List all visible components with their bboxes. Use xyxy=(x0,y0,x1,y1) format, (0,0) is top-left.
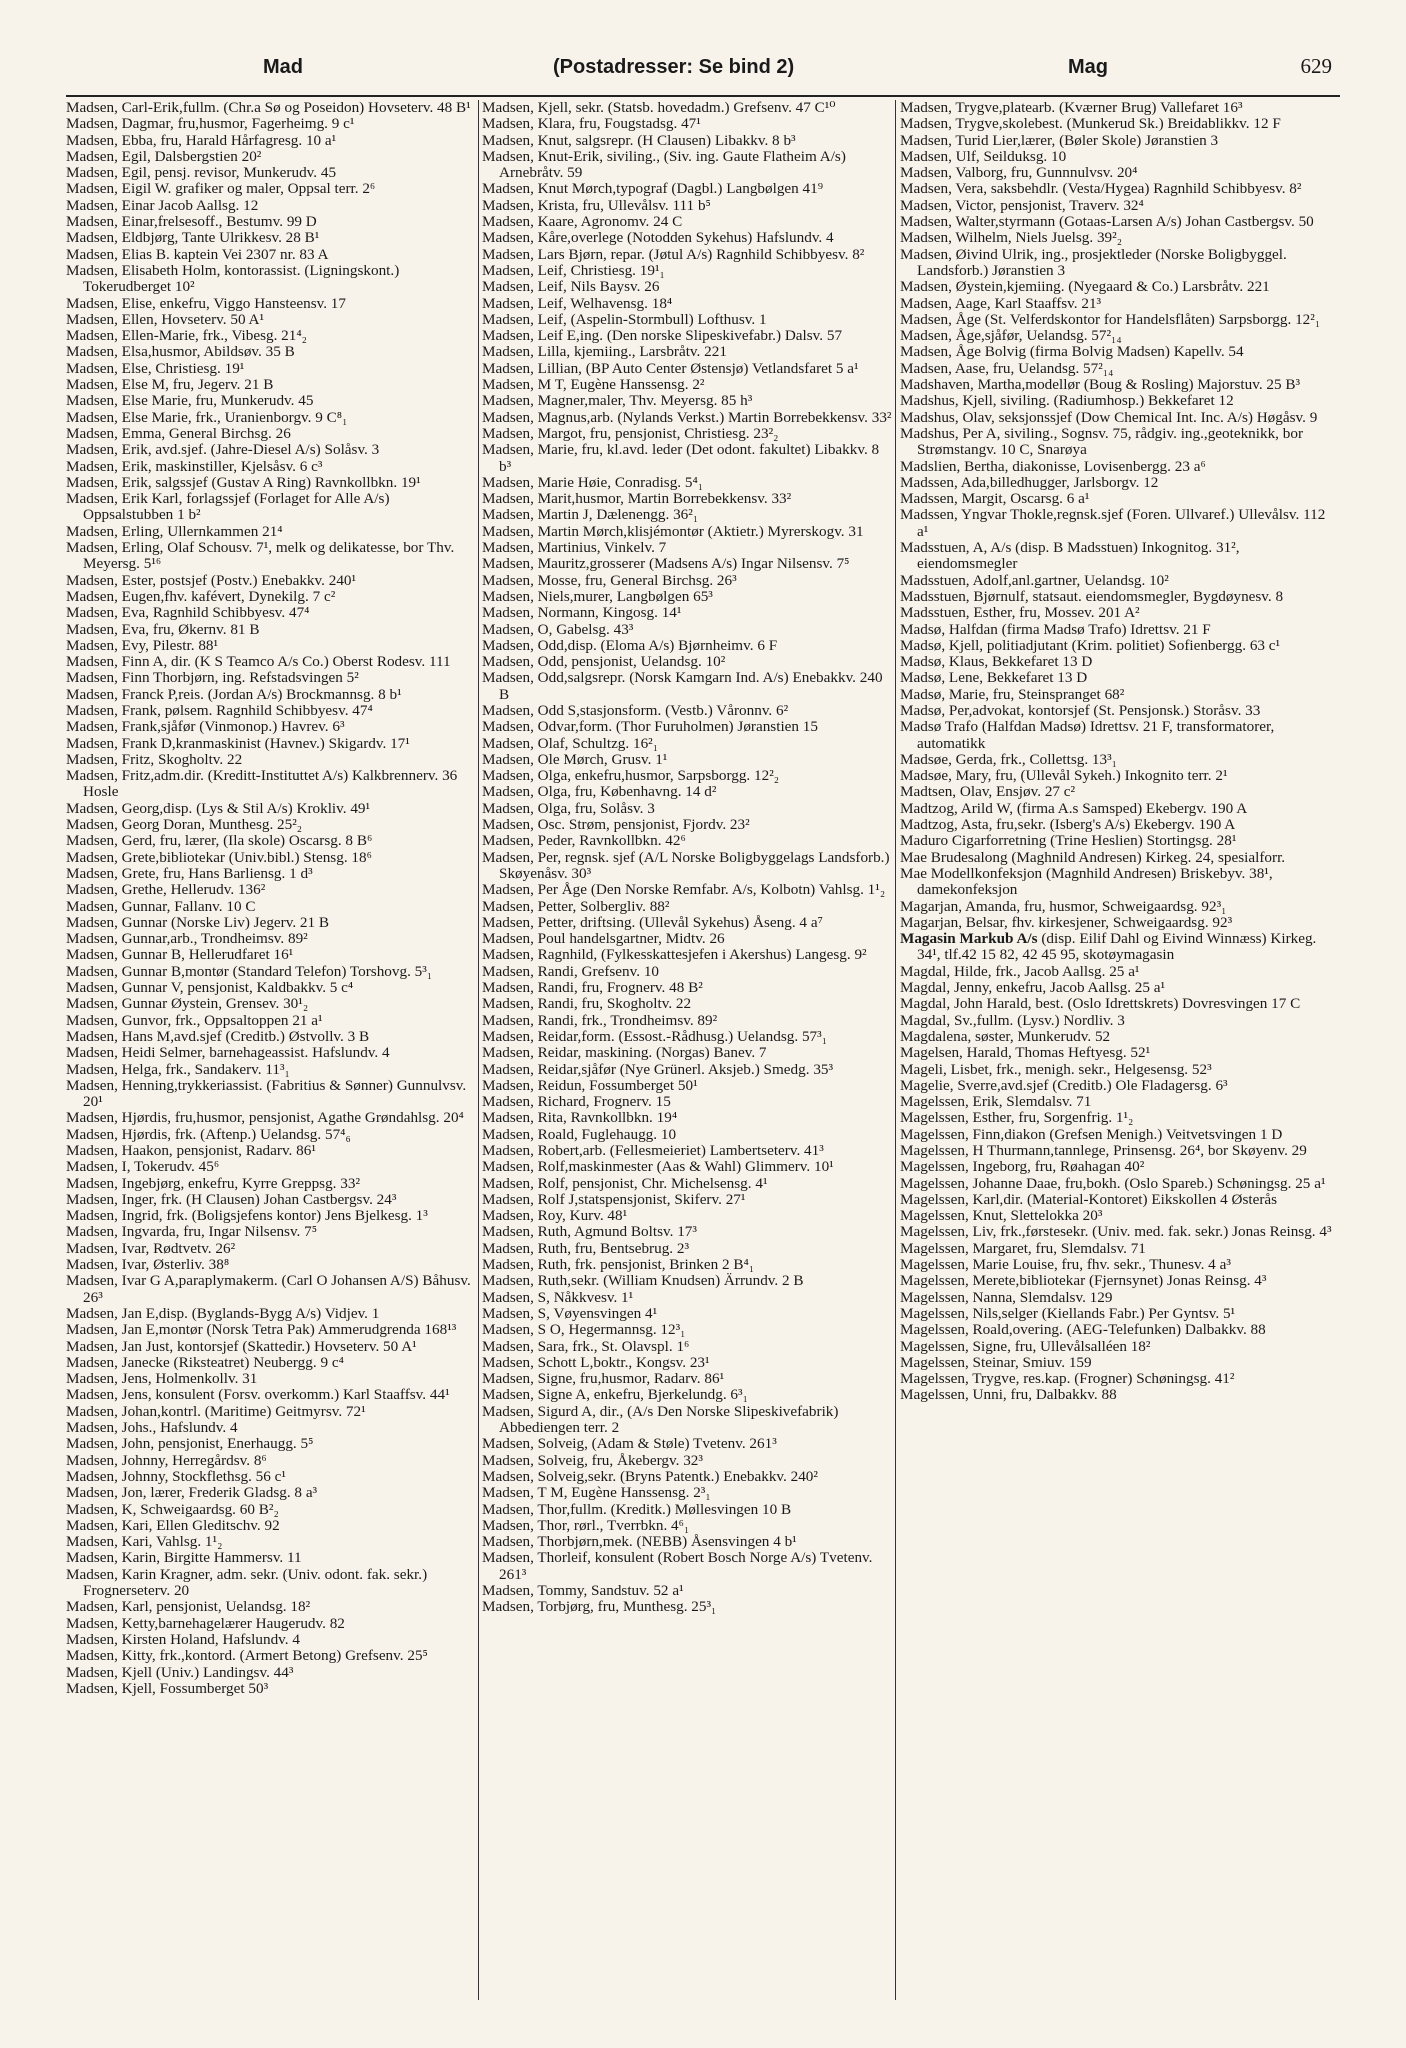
directory-entry: Madsen, Sigurd A, dir., (A/s Den Norske Slipeskivefabrik) Abbediengen terr. 2 xyxy=(482,1402,839,1437)
directory-entry: Magelssen, Signe, fru, Ullevålsalléen 18² xyxy=(900,1337,1151,1355)
directory-entry: Magelssen, Knut, Slettelokka 20³ xyxy=(900,1207,1103,1225)
directory-entry: Magelie, Sverre,avd.sjef (Creditb.) Ole Fladagersg. 6³ xyxy=(900,1076,1228,1094)
directory-entry: Madsen, Roald, Fuglehaugg. 10 xyxy=(482,1125,677,1143)
directory-entry: Madsen, Ivar, Rødtvetv. 26² xyxy=(66,1239,236,1257)
directory-entry: Madsen, K, Schweigaardsg. 60 B²₂ xyxy=(66,1500,279,1518)
directory-entry: Madsen, Dagmar, fru,husmor, Fagerheimg. 9 c¹ xyxy=(66,115,355,133)
directory-entry: Madsen, Turid Lier,lærer, (Bøler Skole) Jøranstien 3 xyxy=(900,131,1219,149)
directory-entry: Madsen, S, Vøyensvingen 4¹ xyxy=(482,1304,658,1322)
directory-entry: Madsen, Karin, Birgitte Hammersv. 11 xyxy=(66,1549,302,1567)
directory-entry: Madsø Trafo (Halfdan Madsø) Idrettsv. 21 F, transformatorer, automatikk xyxy=(900,718,1275,752)
directory-entry: Magelssen, Nils,selger (Kiellands Fabr.) Per Gyntsv. 5¹ xyxy=(900,1304,1236,1322)
directory-entry: Madsen, Gunnar (Norske Liv) Jegerv. 21 B xyxy=(66,913,330,931)
directory-entry: Madsen, Åge,sjåfør, Uelandsg. 57²₁₄ xyxy=(900,327,1122,345)
directory-entry: Madsen, Ketty,barnehagelærer Haugerudv. 82 xyxy=(66,1614,345,1632)
directory-entry: Magarjan, Belsar, fhv. kirkesjener, Schweigaardsg. 92³ xyxy=(900,913,1233,931)
directory-entry: Madsen, Margot, fru, pensjonist, Christiesg. 23²₂ xyxy=(482,424,779,442)
directory-entry: Madsen, Elise, enkefru, Viggo Hansteensv. 17 xyxy=(66,294,346,312)
directory-entry: Madsstuen, Esther, fru, Mossev. 201 A² xyxy=(900,604,1140,622)
directory-entry: Magelssen, Liv, frk.,førstesekr. (Univ. med. fak. sekr.) Jonas Reinsg. 4³ xyxy=(900,1223,1332,1241)
directory-entry: Madsen, Kari, Vahlsg. 1¹₂ xyxy=(66,1533,223,1551)
directory-entry: Madsen, Peder, Ravnkollbkn. 42⁶ xyxy=(482,832,686,850)
directory-entry: Madsen, Ruth, frk. pensjonist, Brinken 2 B⁴₁ xyxy=(482,1256,755,1274)
directory-entry: Madsen, Eldbjørg, Tante Ulrikkesv. 28 B¹ xyxy=(66,229,320,247)
directory-entry: Madsen, Signe, fru,husmor, Radarv. 86¹ xyxy=(482,1370,725,1388)
directory-entry: Madsø, Marie, fru, Steinspranget 68² xyxy=(900,685,1125,703)
directory-entry: Madsen, Kjell (Univ.) Landingsv. 44³ xyxy=(66,1663,294,1681)
column-1 xyxy=(66,100,478,2000)
directory-entry: Madsen, Georg Doran, Munthesg. 25²₂ xyxy=(66,816,303,834)
directory-entry: Madsen, Randi, fru, Skogholtv. 22 xyxy=(482,995,692,1013)
directory-entry: Magelssen, Roald,overing. (AEG-Telefunken) Dalbakkv. 88 xyxy=(900,1321,1266,1339)
directory-entry: Madsen, Georg,disp. (Lys & Stil A/s) Krokliv. 49¹ xyxy=(66,799,371,817)
directory-entry: Magelssen, Ingeborg, fru, Røahagan 40² xyxy=(900,1158,1145,1176)
directory-entry: Madsen, Erik, salgssjef (Gustav A Ring) Ravnkollbkn. 19¹ xyxy=(66,473,421,491)
column-divider xyxy=(895,100,896,2000)
directory-entry: Madsen, Jan E,montør (Norsk Tetra Pak) Ammerudgrenda 168¹³ xyxy=(66,1321,457,1339)
directory-entry: Madsen, Schott L,boktr., Kongsv. 23¹ xyxy=(482,1353,710,1371)
directory-entry: Madsen, Åge (St. Velferdskontor for Handelsflåten) Sarpsborgg. 12²₁ xyxy=(900,310,1321,328)
directory-entry: Madsen, Rita, Ravnkollbkn. 19⁴ xyxy=(482,1109,678,1127)
directory-entry: Madssen, Ada,billedhugger, Jarlsborgv. 12 xyxy=(900,473,1159,491)
column-divider xyxy=(478,100,479,2000)
directory-entry: Madsen, Ole Mørch, Grusv. 1¹ xyxy=(482,750,668,768)
directory-entry: Madsen, Åge Bolvig (firma Bolvig Madsen) Kapellv. 54 xyxy=(900,343,1244,361)
directory-entry: Magelssen, Margaret, fru, Slemdalsv. 71 xyxy=(900,1239,1146,1257)
directory-entry: Madsen, Knut, salgsrepr. (H Clausen) Libakkv. 8 b³ xyxy=(482,131,796,149)
directory-entry: Madsen, Roy, Kurv. 48¹ xyxy=(482,1207,628,1225)
directory-entry: Madsen, Gunnar, Fallanv. 10 C xyxy=(66,897,256,915)
directory-entry: Madsen, Rolf, pensjonist, Chr. Michelsensg. 4¹ xyxy=(482,1174,768,1192)
page-header xyxy=(0,56,1406,86)
directory-entry: Madsen, Aase, fru, Uelandsg. 57²₁₄ xyxy=(900,359,1114,377)
directory-entry: Madsen, Solveig, fru, Åkebergv. 32³ xyxy=(482,1451,703,1469)
directory-entry: Madsen, Elias B. kaptein Vei 2307 nr. 83 A xyxy=(66,245,329,263)
directory-entry: Maduro Cigarforretning (Trine Heslien) Stortingsg. 28¹ xyxy=(900,832,1237,850)
directory-entry: Madsen, Jens, Holmenkollv. 31 xyxy=(66,1370,258,1388)
directory-entry: Madsen, Olga, enkefru,husmor, Sarpsborgg. 12²₂ xyxy=(482,767,780,785)
directory-entry: Madsen, Valborg, fru, Gunnnulvsv. 20⁴ xyxy=(900,164,1138,182)
directory-entry: Madsen, Klara, fru, Fougstadsg. 47¹ xyxy=(482,115,701,133)
directory-entry: Madsen, Ebba, fru, Harald Hårfagresg. 10 a¹ xyxy=(66,131,337,149)
directory-entry: Madsen, Heidi Selmer, barnehageassist. Hafslundv. 4 xyxy=(66,1044,390,1062)
directory-entry: Madsen, Elisabeth Holm, kontorassist. (Ligningskont.) Tokerudberget 10² xyxy=(66,261,400,296)
directory-entry: Madsen, Kirsten Holand, Hafslundv. 4 xyxy=(66,1630,300,1648)
directory-entry: Madsen, Thor,fullm. (Kreditk.) Møllesvingen 10 B xyxy=(482,1500,792,1518)
directory-entry: Magelssen, Esther, fru, Sorgenfrig. 1¹₂ xyxy=(900,1109,1134,1127)
directory-entry: Mae Modellkonfeksjon (Magnhild Andresen) Briskebyv. 38¹, damekonfeksjon xyxy=(900,864,1273,899)
directory-entry: Madsen, Marie Høie, Conradisg. 5⁴₁ xyxy=(482,473,704,491)
directory-entry: Madsen, Martinius, Vinkelv. 7 xyxy=(482,539,667,557)
directory-entry: Magelssen, Finn,diakon (Grefsen Menigh.) Veitvetsvingen 1 D xyxy=(900,1125,1283,1143)
directory-entry: Madsen, Karin Kragner, adm. sekr. (Univ. odont. fak. sekr.) Frognerseterv. 20 xyxy=(66,1565,428,1600)
directory-entry: Madsøe, Gerda, frk., Collettsg. 13³₁ xyxy=(900,750,1117,768)
directory-entry: Madsen, Leif, (Aspelin-Stormbull) Lofthusv. 1 xyxy=(482,310,767,328)
directory-entry: Madsen, Egil, Dalsbergstien 20² xyxy=(66,147,262,165)
directory-entry: Madsen, John, pensjonist, Enerhaugg. 5⁵ xyxy=(66,1435,314,1453)
directory-entry: Madsen, Ingrid, frk. (Boligsjefens kontor) Jens Bjelkesg. 1³ xyxy=(66,1207,428,1225)
directory-entry: Madsen, Knut Mørch,typograf (Dagbl.) Langbølgen 41⁹ xyxy=(482,180,824,198)
directory-entry: Madsen, Randi, frk., Trondheimsv. 89² xyxy=(482,1011,718,1029)
directory-entry: Madsen, Else M, fru, Jegerv. 21 B xyxy=(66,376,274,394)
directory-entry: Madsen, Ruth,sekr. (William Knudsen) Ärrundv. 2 B xyxy=(482,1272,804,1290)
directory-entry: Madsen, Eva, fru, Økernv. 81 B xyxy=(66,620,260,638)
directory-entry: Madsen, Randi, Grefsenv. 10 xyxy=(482,962,660,980)
header-left-keyword: Mad xyxy=(263,56,303,78)
directory-entry: Madsen, Odvar,form. (Thor Furuholmen) Jøranstien 15 xyxy=(482,718,818,736)
directory-entry: Madsen, Hjørdis, fru,husmor, pensjonist, Agathe Grøndahlsg. 20⁴ xyxy=(66,1109,464,1127)
directory-entry: Madsen, Petter, Solbergliv. 88² xyxy=(482,897,670,915)
directory-entry: Madsen, Aage, Karl Staaffsv. 21³ xyxy=(900,294,1102,312)
directory-entry: Magelssen, Unni, fru, Dalbakkv. 88 xyxy=(900,1386,1117,1404)
directory-entry: Madsen, Odd,disp. (Eloma A/s) Bjørnheimv. 6 F xyxy=(482,636,778,654)
directory-entry: Madsen, M T, Eugène Hanssensg. 2² xyxy=(482,376,705,394)
directory-entry: Madsø, Per,advokat, kontorsjef (St. Pensjonsk.) Storåsv. 33 xyxy=(900,701,1261,719)
directory-entry: Madssen, Margit, Oscarsg. 6 a¹ xyxy=(900,490,1090,508)
directory-entry: Madsen, Krista, fru, Ullevålsv. 111 b⁵ xyxy=(482,196,711,214)
directory-entry: Madsen, Jan E,disp. (Byglands-Bygg A/s) Vidjev. 1 xyxy=(66,1304,380,1322)
directory-entry: Madtzog, Asta, fru,sekr. (Isberg's A/s) Ekebergv. 190 A xyxy=(900,816,1236,834)
header-right-keyword: Mag xyxy=(1068,56,1108,78)
directory-entry: Madsen, Odd S,stasjonsform. (Vestb.) Våronnv. 6² xyxy=(482,701,789,719)
directory-entry: Madsen, Leif, Christiesg. 19¹₁ xyxy=(482,261,665,279)
directory-entry: Madsen, Victor, pensjonist, Traverv. 32⁴ xyxy=(900,196,1144,214)
directory-entry: Madsen, Thorleif, konsulent (Robert Bosch Norge A/s) Tvetenv. 261³ xyxy=(482,1549,873,1583)
directory-entry: Madsen, Erik Karl, forlagssjef (Forlaget for Alle A/s) Oppsalstubben 1 b² xyxy=(66,490,390,524)
directory-entry: Madsen, Kjell, sekr. (Statsb. hovedadm.) Grefsenv. 47 C¹⁰ xyxy=(482,100,836,116)
directory-entry: Magelssen, Johanne Daae, fru,bokh. (Oslo Spareb.) Schøningsg. 25 a¹ xyxy=(900,1174,1326,1192)
directory-entry: Madshus, Kjell, siviling. (Radiumhosp.) Bekkefaret 12 xyxy=(900,392,1234,410)
directory-entry: Madslien, Bertha, diakonisse, Lovisenbergg. 23 a⁶ xyxy=(900,457,1206,475)
directory-entry: Madsen, Haakon, pensjonist, Radarv. 86¹ xyxy=(66,1142,316,1159)
directory-entry: Madshus, Olav, seksjonssjef (Dow Chemical Int. Inc. A/s) Høgåsv. 9 xyxy=(900,408,1318,426)
directory-entry: Madsen, Grete,bibliotekar (Univ.bibl.) Stensg. 18⁶ xyxy=(66,848,372,866)
directory-entry: Madsen, Torbjørg, fru, Munthesg. 25³₁ xyxy=(482,1598,717,1616)
directory-entry: Madsen, Gunvor, frk., Oppsaltoppen 21 a¹ xyxy=(66,1011,323,1029)
directory-entry: Madsen, Janecke (Riksteatret) Neubergg. 9 c⁴ xyxy=(66,1353,344,1371)
directory-entry: Madsen, Olga, fru, Københavng. 14 d² xyxy=(482,783,717,801)
directory-entry: Madsen, Niels,murer, Langbølgen 65³ xyxy=(482,587,713,605)
directory-entry: Madsen, Elsa,husmor, Abildsøv. 35 B xyxy=(66,343,295,361)
directory-entry: Madsen, Kaare, Agronomv. 24 C xyxy=(482,213,683,231)
directory-entry: Madsen, O, Gabelsg. 43³ xyxy=(482,620,634,638)
directory-entry: Mageli, Lisbet, frk., menigh. sekr., Helgesensg. 52³ xyxy=(900,1060,1212,1078)
directory-entry: Madsen, Osc. Strøm, pensjonist, Fjordv. 23² xyxy=(482,816,750,834)
directory-entry: Magelssen, Merete,bibliotekar (Fjernsynet) Jonas Reinsg. 4³ xyxy=(900,1272,1267,1290)
column-3 xyxy=(900,100,1340,2000)
header-center-note: (Postadresser: Se bind 2) xyxy=(553,56,795,78)
column-2 xyxy=(482,100,894,2000)
directory-entry: Madsen, Lars Bjørn, repar. (Jøtul A/s) Ragnhild Schibbyesv. 8² xyxy=(482,245,865,263)
directory-entry: Madsen, T M, Eugène Hanssensg. 2³₁ xyxy=(482,1484,711,1502)
directory-entry: Madsen, Gunnar B,montør (Standard Telefon) Torshovg. 5³₁ xyxy=(66,962,433,980)
directory-entry: Madsen, Kjell, Fossumberget 50³ xyxy=(66,1679,269,1697)
directory-entry: Madsen, Ruth, Agmund Boltsv. 17³ xyxy=(482,1223,697,1241)
directory-entry: Madsen, Trygve,skolebest. (Munkerud Sk.) Breidablikkv. 12 F xyxy=(900,115,1281,133)
directory-entry: Madsen, Helga, frk., Sandakerv. 11³₁ xyxy=(66,1060,290,1078)
directory-entry: Madsen, Ivar G A,paraplymakerm. (Carl O Johansen A/S) Båhusv. 26³ xyxy=(66,1272,471,1306)
directory-entry: Madsen, Rolf,maskinmester (Aas & Wahl) Glimmerv. 10¹ xyxy=(482,1158,834,1176)
directory-entry: Madsø, Klaus, Bekkefaret 13 D xyxy=(900,653,1093,671)
directory-entry: Madsen, S O, Hegermannsg. 12³₁ xyxy=(482,1321,686,1339)
directory-entry: Madsen, Kitty, frk.,kontord. (Armert Betong) Grefsenv. 25⁵ xyxy=(66,1647,428,1665)
directory-entry: Madsen, Marie, fru, kl.avd. leder (Det odont. fakultet) Libakkv. 8 b³ xyxy=(482,441,880,475)
page-number: 629 xyxy=(1300,54,1332,78)
directory-entry: Madsen, Grethe, Hellerudv. 136² xyxy=(66,881,266,899)
directory-entry: Madssen, Yngvar Thokle,regnsk.sjef (Foren. Ullvaref.) Ullevålsv. 112 a¹ xyxy=(900,506,1326,540)
directory-entry: Madsen, Magnus,arb. (Nylands Verkst.) Martin Borrebekkensv. 33² xyxy=(482,408,892,426)
directory-entry: Madsen, Fritz, Skogholtv. 22 xyxy=(66,750,243,768)
directory-entry: Madsen, Fritz,adm.dir. (Kreditt-Instituttet A/s) Kalkbrennerv. 36 Hosle xyxy=(66,767,458,801)
directory-entry: Madsen, Eigil W. grafiker og maler, Oppsal terr. 2⁶ xyxy=(66,180,376,198)
directory-entry: Madsen, Leif E,ing. (Den norske Slipeskivefabr.) Dalsv. 57 xyxy=(482,327,843,345)
directory-entry: Madsen, Knut-Erik, siviling., (Siv. ing. Gaute Flatheim A/s) Arnebråtv. 59 xyxy=(482,147,846,182)
directory-entry: Madsen, Egil, pensj. revisor, Munkerudv. 45 xyxy=(66,164,337,182)
directory-entry: Madsen, Normann, Kingosg. 14¹ xyxy=(482,604,682,622)
directory-entry: Magelssen, Marie Louise, fru, fhv. sekr., Thunesv. 4 a³ xyxy=(900,1256,1231,1274)
directory-entry: Magdal, Hilde, frk., Jacob Aallsg. 25 a¹ xyxy=(900,962,1140,980)
directory-entry: Madsen, Odd,salgsrepr. (Norsk Kamgarn Ind. A/s) Enebakkv. 240 B xyxy=(482,669,883,703)
directory-entry: Madsen, Solveig,sekr. (Bryns Patentk.) Enebakkv. 240² xyxy=(482,1467,818,1485)
directory-entry: Madsen, Reidar, maskining. (Norgas) Banev. 7 xyxy=(482,1044,767,1062)
directory-entry: Madsen, S, Nåkkvesv. 1¹ xyxy=(482,1288,634,1306)
directory-entry: Madsen, Reidar,sjåfør (Nye Grünerl. Aksjeb.) Smedg. 35³ xyxy=(482,1060,834,1078)
directory-entry: Madsen, Leif, Welhavensg. 18⁴ xyxy=(482,294,673,312)
directory-entry: Madsøe, Mary, fru, (Ullevål Sykeh.) Inkognito terr. 2¹ xyxy=(900,767,1228,785)
directory-entry: Madsen, Evy, Pilestr. 88¹ xyxy=(66,636,219,654)
directory-entry: Madsen, Else Marie, fru, Munkerudv. 45 xyxy=(66,392,314,410)
directory-entry: Madsen, Øivind Ulrik, ing., prosjektleder (Norske Boligbyggel. Landsforb.) Jøranstien 3 xyxy=(900,245,1287,279)
directory-entry: Madsen, Rolf J,statspensjonist, Skiferv. 27¹ xyxy=(482,1190,746,1208)
directory-entry: Madsen, Walter,styrmann (Gotaas-Larsen A/s) Johan Castbergsv. 50 xyxy=(900,213,1314,231)
directory-entry: Madsen, Signe A, enkefru, Bjerkelundg. 6³₁ xyxy=(482,1386,748,1404)
directory-entry: Magelssen, Steinar, Smiuv. 159 xyxy=(900,1353,1092,1371)
directory-entry: Madsen, I, Tokerudv. 45⁶ xyxy=(66,1158,220,1176)
directory-entry: Madsen, Erling, Olaf Schousv. 7¹, melk og delikatesse, bor Thv. Meyersg. 5¹⁶ xyxy=(66,539,455,573)
directory-entry: Madsen, Johs., Hafslundv. 4 xyxy=(66,1419,238,1437)
directory-entry: Madsen, Olaf, Schultzg. 16²₁ xyxy=(482,734,659,752)
directory-entry: Madsen, Odd, pensjonist, Uelandsg. 10² xyxy=(482,653,726,671)
directory-entry: Madsen, Ellen-Marie, frk., Vibesg. 21⁴₂ xyxy=(66,327,307,345)
directory-entry: Madsen, Mosse, fru, General Birchsg. 26³ xyxy=(482,571,737,589)
directory-entry: Madsstuen, Bjørnulf, statsaut. eiendomsmegler, Bygdøynesv. 8 xyxy=(900,587,1284,605)
directory-entry: Madsen, Gunnar B, Hellerudfaret 16¹ xyxy=(66,946,294,964)
directory-entry: Madsen, Hans M,avd.sjef (Creditb.) Østvollv. 3 B xyxy=(66,1027,370,1045)
directory-entry: Madsø, Kjell, politiadjutant (Krim. politiet) Sofienbergg. 63 c¹ xyxy=(900,636,1281,654)
directory-entry: Madshaven, Martha,modellør (Boug & Rosling) Majorstuv. 25 B³ xyxy=(900,376,1301,394)
directory-entry: Madsen, Leif, Nils Baysv. 26 xyxy=(482,278,660,296)
directory-entry: Madsen, Inger, frk. (H Clausen) Johan Castbergsv. 24³ xyxy=(66,1190,397,1208)
directory-entry: Madsen, Ester, postsjef (Postv.) Enebakkv. 240¹ xyxy=(66,571,357,589)
directory-entry: Madsen, Øystein,kjemiing. (Nyegaard & Co.) Larsbråtv. 221 xyxy=(900,278,1270,296)
directory-entry: Madsen, Per, regnsk. sjef (A/L Norske Boligbyggelags Landsforb.) Skøyenåsv. 30³ xyxy=(482,848,890,882)
directory-entry: Madsen, Kari, Ellen Gleditschv. 92 xyxy=(66,1516,280,1534)
directory-entry: Madsen, Martin Mørch,klisjémontør (Aktietr.) Myrerskogv. 31 xyxy=(482,522,864,540)
directory-entry: Madsen, Tommy, Sandstuv. 52 a¹ xyxy=(482,1582,684,1600)
directory-entry: Madsen, Martin J, Dælenengg. 36²₁ xyxy=(482,506,699,524)
directory-entry: Madsen, Johan,kontrl. (Maritime) Geitmyrsv. 72¹ xyxy=(66,1402,366,1420)
directory-entry: Madsen, Ellen, Hovseterv. 50 A¹ xyxy=(66,310,265,328)
directory-entry: Madsen, Johnny, Stockflethsg. 56 c¹ xyxy=(66,1467,286,1485)
directory-entry: Madtsen, Olav, Ensjøv. 27 c² xyxy=(900,783,1076,801)
directory-entry: Madsen, Einar Jacob Aallsg. 12 xyxy=(66,196,259,214)
directory-entry: Madsen, Franck P,reis. (Jordan A/s) Brockmannsg. 8 b¹ xyxy=(66,685,402,703)
directory-entry: Madsen, Frank D,kranmaskinist (Havnev.) Skigardv. 17¹ xyxy=(66,734,410,752)
header-rule xyxy=(66,95,1340,97)
directory-entry: Madsen, Thor, rørl., Tverrbkn. 4⁶₁ xyxy=(482,1516,690,1534)
directory-entry: Madsen, Wilhelm, Niels Juelsg. 39²₂ xyxy=(900,229,1122,247)
directory-entry: Madsen, Eva, Ragnhild Schibbyesv. 47⁴ xyxy=(66,604,310,622)
directory-entry: Madsstuen, Adolf,anl.gartner, Uelandsg. 10² xyxy=(900,571,1169,589)
directory-entry: Madsen, Magner,maler, Thv. Meyersg. 85 h³ xyxy=(482,392,753,410)
directory-entry: Magelssen, H Thurmann,tannlege, Prinsensg. 26⁴, bor Skøyenv. 29 xyxy=(900,1142,1307,1159)
directory-entry: Madsen, Jan Just, kontorsjef (Skattedir.) Hovseterv. 50 A¹ xyxy=(66,1337,417,1355)
directory-entry: Madsø, Lene, Bekkefaret 13 D xyxy=(900,669,1088,687)
directory-entry: Madsen, Else Marie, frk., Uranienborgv. 9 C⁸₁ xyxy=(66,408,348,426)
directory-entry: Madsen, Sara, frk., St. Olavspl. 1⁶ xyxy=(482,1337,690,1355)
directory-entry: Madsen, Henning,trykkeriassist. (Fabritius & Sønner) Gunnulvsv. 20¹ xyxy=(66,1076,467,1111)
directory-entry: Madsen, Robert,arb. (Fellesmeieriet) Lambertseterv. 41³ xyxy=(482,1142,824,1159)
directory-entry: Madsen, Ivar, Østerliv. 38⁸ xyxy=(66,1256,230,1274)
directory-entry: Madshus, Per A, siviling., Sognsv. 75, rådgiv. ing.,geoteknikk, bor Strømstangv. 10 C, Snarøya xyxy=(900,424,1304,459)
directory-entry: Madsstuen, A, A/s (disp. B Madsstuen) Inkognitog. 31², eiendomsmegler xyxy=(900,539,1240,573)
directory-entry: Madsen, Eugen,fhv. kafévert, Dynekilg. 7 c² xyxy=(66,587,336,605)
directory-entry: Madsen, Kåre,overlege (Notodden Sykehus) Hafslundv. 4 xyxy=(482,229,834,247)
directory-entry: Madsen, Frank,sjåfør (Vinmonop.) Havrev. 6³ xyxy=(66,718,345,736)
directory-entry: Magdal, John Harald, best. (Oslo Idrettskrets) Dovresvingen 17 C xyxy=(900,995,1301,1013)
directory-entry: Madsen, Else, Christiesg. 19¹ xyxy=(66,359,245,377)
directory-entry: Madsen, Jens, konsulent (Forsv. overkomm.) Karl Staaffsv. 44¹ xyxy=(66,1386,450,1404)
directory-entry: Madsen, Olga, fru, Solåsv. 3 xyxy=(482,799,655,817)
directory-entry: Madsen, Einar,frelsesoff., Bestumv. 99 D xyxy=(66,213,317,231)
directory-entry: Madsen, Erik, maskinstiller, Kjelsåsv. 6 c³ xyxy=(66,457,323,475)
directory-entry: Madsen, Grete, fru, Hans Barliensg. 1 d³ xyxy=(66,864,313,882)
directory-entry: Madsen, Ragnhild, (Fylkesskattesjefen i Akershus) Langesg. 9² xyxy=(482,946,867,964)
directory-entry: Madsen, Ingvarda, fru, Ingar Nilsensv. 7⁵ xyxy=(66,1223,318,1241)
directory-entry: Madsen, Gunnar V, pensjonist, Kaldbakkv. 5 c⁴ xyxy=(66,979,354,997)
directory-entry: Madsen, Marit,husmor, Martin Borrebekkensv. 33² xyxy=(482,490,792,508)
directory-entry: Madsen, Thorbjørn,mek. (NEBB) Åsensvingen 4 b¹ xyxy=(482,1533,797,1551)
directory-entry: Madsø, Halfdan (firma Madsø Trafo) Idrettsv. 21 F xyxy=(900,620,1211,638)
directory-entry: Magelsen, Harald, Thomas Heftyesg. 52¹ xyxy=(900,1044,1151,1062)
directory-entry: Magasin Markub A/s (disp. Eilif Dahl og Eivind Winnæss) Kirkeg. 34¹, tlf.42 15 82, 42 45 95, skotøymagasin xyxy=(900,930,1317,964)
directory-entry: Madsen, Mauritz,grosserer (Madsens A/s) Ingar Nilsensv. 7⁵ xyxy=(482,555,850,573)
directory-entry: Magdalena, søster, Munkerudv. 52 xyxy=(900,1027,1111,1045)
directory-entry: Madsen, Jon, lærer, Frederik Gladsg. 8 a³ xyxy=(66,1484,318,1502)
directory-entry: Madsen, Lillian, (BP Auto Center Østensjø) Vetlandsfaret 5 a¹ xyxy=(482,359,859,377)
directory-entry: Madsen, Finn A, dir. (K S Teamco A/s Co.) Oberst Rodesv. 111 xyxy=(66,653,451,671)
directory-entry: Madsen, Hjørdis, frk. (Aftenp.) Uelandsg. 57⁴₆ xyxy=(66,1125,351,1143)
directory-entry: Madsen, Emma, General Birchsg. 26 xyxy=(66,424,291,442)
directory-entry: Madtzog, Arild W, (firma A.s Samsped) Ekebergv. 190 A xyxy=(900,799,1248,817)
directory-entry: Madsen, Poul handelsgartner, Midtv. 26 xyxy=(482,930,725,948)
directory-entry: Magelssen, Nanna, Slemdalsv. 129 xyxy=(900,1288,1113,1306)
directory-entry: Magdal, Sv.,fullm. (Lysv.) Nordliv. 3 xyxy=(900,1011,1125,1029)
directory-columns xyxy=(66,100,1340,2000)
directory-entry: Magarjan, Amanda, fru, husmor, Schweigaardsg. 92³₁ xyxy=(900,897,1227,915)
directory-entry: Madsen, Randi, fru, Frognerv. 48 B² xyxy=(482,979,703,997)
directory-entry: Magdal, Jenny, enkefru, Jacob Aallsg. 25 a¹ xyxy=(900,979,1166,997)
directory-entry: Madsen, Erik, avd.sjef. (Jahre-Diesel A/s) Solåsv. 3 xyxy=(66,441,380,459)
directory-entry: Madsen, Ingebjørg, enkefru, Kyrre Greppsg. 33² xyxy=(66,1174,361,1192)
directory-entry: Magelssen, Trygve, res.kap. (Frogner) Schøningsg. 41² xyxy=(900,1370,1235,1388)
directory-entry: Madsen, Johnny, Herregårdsv. 8⁶ xyxy=(66,1451,267,1469)
directory-entry: Madsen, Reidun, Fossumberget 50¹ xyxy=(482,1076,698,1094)
directory-entry: Madsen, Reidar,form. (Essost.-Rådhusg.) Uelandsg. 57³₁ xyxy=(482,1027,827,1045)
directory-entry: Madsen, Frank, pølsem. Ragnhild Schibbyesv. 47⁴ xyxy=(66,701,373,719)
directory-entry: Madsen, Erling, Ullernkammen 21⁴ xyxy=(66,522,283,540)
directory-entry: Madsen, Carl-Erik,fullm. (Chr.a Sø og Poseidon) Hovseterv. 48 B¹ xyxy=(66,100,471,116)
directory-entry: Magelssen, Erik, Slemdalsv. 71 xyxy=(900,1093,1092,1111)
directory-entry: Madsen, Ruth, fru, Bentsebrug. 2³ xyxy=(482,1239,690,1257)
directory-entry: Madsen, Vera, saksbehdlr. (Vesta/Hygea) Ragnhild Schibbyesv. 8² xyxy=(900,180,1302,198)
directory-entry: Madsen, Gunnar Øystein, Grensev. 30¹₂ xyxy=(66,995,309,1013)
directory-entry: Madsen, Petter, driftsing. (Ullevål Sykehus) Åseng. 4 a⁷ xyxy=(482,913,823,931)
directory-entry: Madsen, Per Åge (Den Norske Remfabr. A/s, Kolbotn) Vahlsg. 1¹₂ xyxy=(482,881,886,899)
directory-entry: Madsen, Richard, Frognerv. 15 xyxy=(482,1093,671,1111)
directory-entry: Madsen, Karl, pensjonist, Uelandsg. 18² xyxy=(66,1598,311,1616)
directory-entry: Madsen, Gunnar,arb., Trondheimsv. 89² xyxy=(66,930,308,948)
directory-entry: Madsen, Trygve,platearb. (Kværner Brug) Vallefaret 16³ xyxy=(900,100,1243,116)
directory-entry: Mae Brudesalong (Maghnild Andresen) Kirkeg. 24, spesialforr. xyxy=(900,848,1286,866)
directory-entry: Madsen, Finn Thorbjørn, ing. Refstadsvingen 5² xyxy=(66,669,359,687)
directory-entry: Madsen, Lilla, kjemiing., Larsbråtv. 221 xyxy=(482,343,727,361)
directory-entry: Madsen, Ulf, Seilduksg. 10 xyxy=(900,147,1067,165)
directory-entry: Madsen, Solveig, (Adam & Støle) Tvetenv. 261³ xyxy=(482,1435,777,1453)
directory-entry: Magelssen, Karl,dir. (Material-Kontoret) Eikskollen 4 Østerås xyxy=(900,1190,1278,1208)
directory-entry: Madsen, Gerd, fru, lærer, (Ila skole) Oscarsg. 8 B⁶ xyxy=(66,832,373,850)
